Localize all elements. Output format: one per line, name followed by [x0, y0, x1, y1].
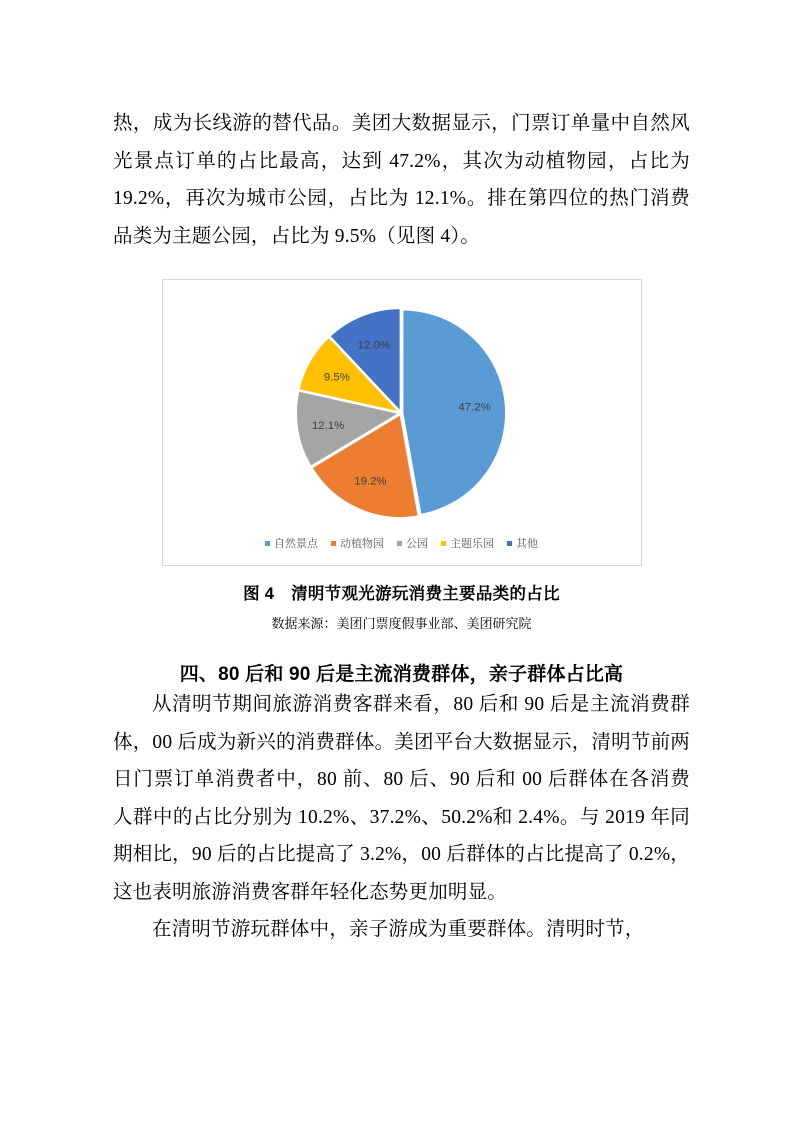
figure-source: 数据来源：美团门票度假事业部、美团研究院 [271, 616, 532, 631]
legend-item [507, 535, 538, 551]
paragraph-demographics: 从清明节期间旅游消费客群来看，80 后和 90 后是主流消费群体，00 后成为新兴的消费群体。美团平台大数据显示，清明节前两日门票订单消费者中，80 前、80 后、90 后和 00 后群体在各消费人群中的占比分别为 10.2%、37.2%、50.2%和 2.4%。与 2019 年同期相比，90 后的占比提高了 3.2%，00 后群体的占比提高了 0.2%，这也表明旅游消费客群年轻化态势更加明显。 [113, 694, 690, 903]
legend-item [397, 535, 428, 551]
pie-chart-container [162, 279, 642, 566]
legend-label: 主题乐园 [450, 538, 494, 550]
figure-4 [113, 279, 690, 632]
legend-swatch-icon [265, 541, 270, 546]
chart-legend [163, 535, 641, 551]
pie-slice-label: 19.2% [353, 475, 387, 488]
legend-swatch-icon [397, 541, 402, 546]
pie-slice-label: 12.0% [357, 339, 390, 352]
legend-swatch-icon [507, 541, 512, 546]
paragraph-intro: 热，成为长线游的替代品。美团大数据显示，门票订单量中自然风光景点订单的占比最高，达到 47.2%，其次为动植物园，占比为 19.2%，再次为城市公园，占比为 12.1%。排在第四位的热门消费品类为主题公园，占比为 9.5%（见图 4）。 [113, 113, 690, 247]
legend-item [331, 535, 384, 551]
legend-label: 公园 [406, 538, 428, 550]
pie-slice-label: 47.2% [457, 401, 491, 414]
legend-swatch-icon [441, 541, 446, 546]
paragraph-family-travel: 在清明节游玩群体中，亲子游成为重要群体。清明时节， [152, 919, 645, 940]
legend-label: 自然景点 [274, 538, 318, 550]
pie-slice-label: 9.5% [323, 371, 350, 384]
pie-chart [163, 280, 641, 565]
legend-label: 其他 [516, 538, 538, 550]
section-heading: 四、80 后和 90 后是主流消费群体，亲子群体占比高 [179, 664, 624, 685]
pie-slice-label: 12.1% [311, 419, 344, 432]
legend-item [265, 535, 318, 551]
legend-swatch-icon [331, 541, 336, 546]
figure-caption: 图 4 清明节观光游玩消费主要品类的占比 [243, 585, 560, 603]
legend-item [441, 535, 494, 551]
legend-label: 动植物园 [340, 538, 384, 550]
